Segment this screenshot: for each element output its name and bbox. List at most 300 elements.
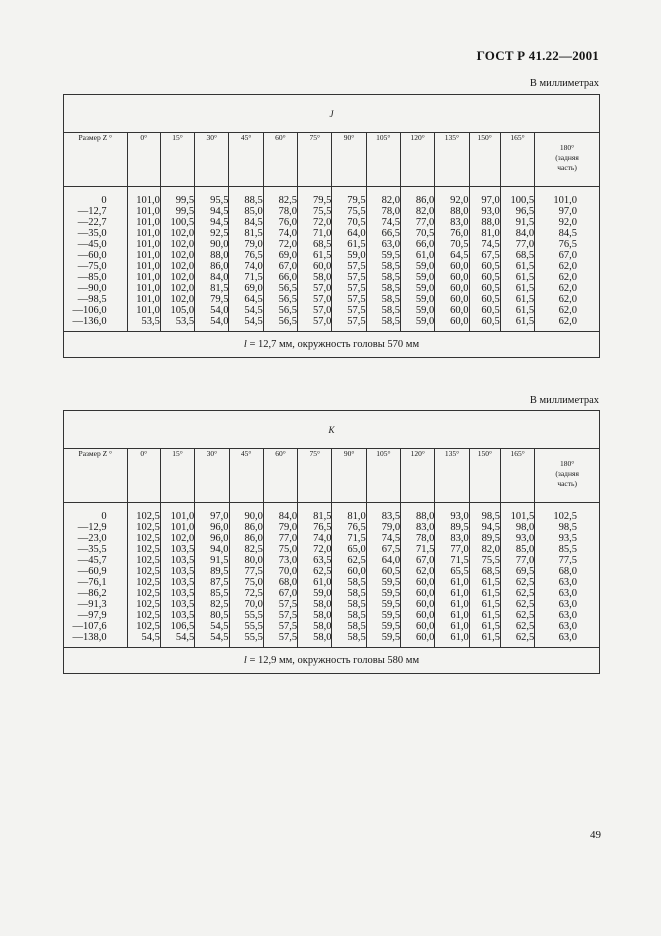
value-cell: 101,5 <box>500 503 534 523</box>
value-cell: 63,0 <box>535 599 600 610</box>
value-cell: 82,0 <box>400 206 434 217</box>
row-size-cell: —60,0 <box>64 250 128 261</box>
value-cell: 54,5 <box>229 305 263 316</box>
value-cell: 79,0 <box>263 522 297 533</box>
row-size-cell: 0 <box>64 187 128 207</box>
table-k <box>63 410 600 674</box>
value-cell: 58,5 <box>366 261 400 272</box>
column-header-angle: 135° <box>435 133 469 187</box>
value-cell: 77,0 <box>263 533 297 544</box>
value-cell: 78,0 <box>401 533 435 544</box>
row-size-cell: —35,5 <box>64 544 128 555</box>
value-cell: 55,5 <box>229 621 263 632</box>
value-cell: 89,5 <box>469 533 500 544</box>
value-cell: 54,5 <box>160 632 194 648</box>
value-cell: 103,5 <box>160 599 194 610</box>
column-header-size: Размер Z ° <box>64 133 128 187</box>
row-size-cell: —45,7 <box>64 555 128 566</box>
value-cell: 74,5 <box>366 217 400 228</box>
value-cell: 88,0 <box>469 217 500 228</box>
value-cell: 82,5 <box>229 544 263 555</box>
value-cell: 97,0 <box>469 187 500 207</box>
value-cell: 59,5 <box>366 632 400 648</box>
value-cell: 72,5 <box>229 588 263 599</box>
value-cell: 75,0 <box>229 577 263 588</box>
value-cell: 84,5 <box>229 217 263 228</box>
value-cell: 59,0 <box>332 250 366 261</box>
value-cell: 92,5 <box>195 228 229 239</box>
value-cell: 62,5 <box>500 577 534 588</box>
value-cell: 61,0 <box>435 621 469 632</box>
value-cell: 58,5 <box>332 632 366 648</box>
value-cell: 62,5 <box>500 588 534 599</box>
row-size-cell: —91,3 <box>64 599 128 610</box>
table-row <box>64 599 600 610</box>
table-row <box>64 533 600 544</box>
value-cell: 62,0 <box>535 283 600 294</box>
value-cell: 61,5 <box>500 283 534 294</box>
value-cell: 58,5 <box>366 283 400 294</box>
value-cell: 98,5 <box>469 503 500 523</box>
value-cell: 61,5 <box>469 610 500 621</box>
value-cell: 60,5 <box>366 566 400 577</box>
value-cell: 102,0 <box>160 283 194 294</box>
value-cell: 59,0 <box>400 272 434 283</box>
unit-label: В миллиметрах <box>529 78 599 89</box>
value-cell: 59,5 <box>366 599 400 610</box>
value-cell: 79,5 <box>298 187 332 207</box>
table-title-row <box>64 95 600 133</box>
value-cell: 57,5 <box>263 610 297 621</box>
value-cell: 102,5 <box>127 533 160 544</box>
value-cell: 76,5 <box>332 522 366 533</box>
value-cell: 94,5 <box>469 522 500 533</box>
value-cell: 83,0 <box>435 217 469 228</box>
value-cell: 102,5 <box>127 544 160 555</box>
value-cell: 72,0 <box>298 217 332 228</box>
value-cell: 93,0 <box>435 503 469 523</box>
row-size-cell: —45,0 <box>64 239 128 250</box>
column-header-angle: 150° <box>469 449 500 503</box>
value-cell: 84,0 <box>195 272 229 283</box>
value-cell: 57,5 <box>263 632 297 648</box>
value-cell: 63,0 <box>535 632 600 648</box>
value-cell: 102,5 <box>127 522 160 533</box>
value-cell: 96,0 <box>195 533 229 544</box>
value-cell: 62,5 <box>500 632 534 648</box>
value-cell: 74,0 <box>298 533 332 544</box>
value-cell: 70,5 <box>435 239 469 250</box>
value-cell: 80,5 <box>195 610 229 621</box>
value-cell: 85,5 <box>535 544 600 555</box>
value-cell: 55,5 <box>229 632 263 648</box>
value-cell: 63,0 <box>535 610 600 621</box>
value-cell: 73,0 <box>263 555 297 566</box>
value-cell: 102,0 <box>160 272 194 283</box>
value-cell: 59,5 <box>366 621 400 632</box>
value-cell: 77,0 <box>500 239 534 250</box>
table-row <box>64 544 600 555</box>
value-cell: 58,5 <box>332 610 366 621</box>
value-cell: 66,0 <box>400 239 434 250</box>
value-cell: 88,0 <box>435 206 469 217</box>
value-cell: 62,0 <box>535 261 600 272</box>
value-cell: 60,5 <box>469 305 500 316</box>
value-cell: 60,0 <box>401 599 435 610</box>
value-cell: 91,5 <box>500 217 534 228</box>
value-cell: 57,5 <box>332 316 366 332</box>
value-cell: 53,5 <box>127 316 160 332</box>
value-cell: 68,0 <box>535 566 600 577</box>
value-cell: 75,5 <box>469 555 500 566</box>
value-cell: 93,0 <box>500 533 534 544</box>
value-cell: 72,0 <box>263 239 297 250</box>
value-cell: 67,0 <box>401 555 435 566</box>
value-cell: 59,0 <box>298 588 332 599</box>
value-cell: 101,0 <box>127 261 160 272</box>
column-header-angle: 60° <box>263 133 297 187</box>
column-header-angle: 15° <box>160 133 194 187</box>
value-cell: 61,5 <box>469 577 500 588</box>
value-cell: 57,0 <box>298 283 332 294</box>
table-row <box>64 228 600 239</box>
value-cell: 96,0 <box>195 522 229 533</box>
value-cell: 68,5 <box>298 239 332 250</box>
value-cell: 79,5 <box>195 294 229 305</box>
column-header-row <box>64 449 600 503</box>
row-size-cell: —76,1 <box>64 577 128 588</box>
value-cell: 77,0 <box>500 555 534 566</box>
value-cell: 57,0 <box>298 294 332 305</box>
value-cell: 86,0 <box>195 261 229 272</box>
value-cell: 86,0 <box>229 533 263 544</box>
value-cell: 86,0 <box>400 187 434 207</box>
column-header-angle: 120° <box>401 449 435 503</box>
value-cell: 98,0 <box>500 522 534 533</box>
value-cell: 93,0 <box>469 206 500 217</box>
value-cell: 71,5 <box>332 533 366 544</box>
value-cell: 59,0 <box>400 305 434 316</box>
row-size-cell: 0 <box>64 503 128 523</box>
column-header-angle: 45° <box>229 133 263 187</box>
value-cell: 101,0 <box>127 272 160 283</box>
value-cell: 62,0 <box>535 305 600 316</box>
value-cell: 85,0 <box>500 544 534 555</box>
value-cell: 101,0 <box>160 503 194 523</box>
value-cell: 83,0 <box>435 533 469 544</box>
value-cell: 60,5 <box>469 272 500 283</box>
value-cell: 83,0 <box>401 522 435 533</box>
value-cell: 60,0 <box>298 261 332 272</box>
value-cell: 75,0 <box>263 544 297 555</box>
value-cell: 103,5 <box>160 555 194 566</box>
value-cell: 85,5 <box>195 588 229 599</box>
value-cell: 60,5 <box>469 294 500 305</box>
value-cell: 70,5 <box>400 228 434 239</box>
value-cell: 70,0 <box>229 599 263 610</box>
value-cell: 62,5 <box>500 599 534 610</box>
value-cell: 74,0 <box>263 228 297 239</box>
value-cell: 81,5 <box>195 283 229 294</box>
value-cell: 92,0 <box>435 187 469 207</box>
row-size-cell: —138,0 <box>64 632 128 648</box>
value-cell: 102,5 <box>535 503 600 523</box>
value-cell: 61,5 <box>298 250 332 261</box>
value-cell: 61,0 <box>435 588 469 599</box>
value-cell: 101,0 <box>127 305 160 316</box>
footer-text: = 12,7 мм, окружность головы 570 мм <box>246 339 420 350</box>
value-cell: 58,5 <box>332 621 366 632</box>
value-cell: 87,5 <box>195 577 229 588</box>
value-cell: 68,0 <box>263 577 297 588</box>
value-cell: 88,0 <box>195 250 229 261</box>
value-cell: 60,0 <box>435 305 469 316</box>
column-header-row <box>64 133 600 187</box>
value-cell: 61,0 <box>435 599 469 610</box>
table-row <box>64 261 600 272</box>
value-cell: 61,5 <box>500 294 534 305</box>
value-cell: 82,0 <box>366 187 400 207</box>
value-cell: 59,5 <box>366 588 400 599</box>
value-cell: 83,5 <box>366 503 400 523</box>
column-header-angle: 120° <box>400 133 434 187</box>
value-cell: 76,0 <box>263 217 297 228</box>
column-header-angle: 90° <box>332 133 366 187</box>
column-header-angle: 15° <box>160 449 194 503</box>
value-cell: 88,5 <box>229 187 263 207</box>
table-row <box>64 187 600 207</box>
row-size-cell: —86,2 <box>64 588 128 599</box>
value-cell: 102,5 <box>127 610 160 621</box>
value-cell: 67,0 <box>535 250 600 261</box>
value-cell: 60,0 <box>435 283 469 294</box>
value-cell: 61,5 <box>500 316 534 332</box>
value-cell: 64,5 <box>229 294 263 305</box>
table-row <box>64 305 600 316</box>
value-cell: 61,0 <box>435 610 469 621</box>
value-cell: 96,5 <box>500 206 534 217</box>
table-footer <box>64 332 600 358</box>
value-cell: 60,0 <box>401 632 435 648</box>
value-cell: 58,5 <box>332 588 366 599</box>
column-header-angle: 0° <box>127 133 160 187</box>
value-cell: 59,0 <box>400 316 434 332</box>
value-cell: 80,0 <box>229 555 263 566</box>
value-cell: 56,5 <box>263 305 297 316</box>
value-cell: 102,0 <box>160 294 194 305</box>
value-cell: 102,0 <box>160 533 194 544</box>
value-cell: 102,5 <box>127 555 160 566</box>
table-row <box>64 316 600 332</box>
value-cell: 53,5 <box>160 316 194 332</box>
table-j <box>63 94 600 358</box>
column-header-angle: 30° <box>195 133 229 187</box>
value-cell: 103,5 <box>160 610 194 621</box>
value-cell: 77,0 <box>435 544 469 555</box>
value-cell: 89,5 <box>435 522 469 533</box>
table-row <box>64 555 600 566</box>
value-cell: 62,0 <box>401 566 435 577</box>
value-cell: 100,5 <box>500 187 534 207</box>
value-cell: 79,5 <box>332 187 366 207</box>
value-cell: 57,5 <box>263 621 297 632</box>
value-cell: 71,5 <box>229 272 263 283</box>
unit-label: В миллиметрах <box>529 395 599 406</box>
value-cell: 57,5 <box>332 283 366 294</box>
value-cell: 58,0 <box>298 632 332 648</box>
value-cell: 59,5 <box>366 610 400 621</box>
column-header-angle: 75° <box>298 449 332 503</box>
value-cell: 74,5 <box>366 533 400 544</box>
value-cell: 58,5 <box>332 577 366 588</box>
value-cell: 62,0 <box>535 272 600 283</box>
value-cell: 63,0 <box>366 239 400 250</box>
value-cell: 78,0 <box>366 206 400 217</box>
value-cell: 61,5 <box>500 272 534 283</box>
value-cell: 67,0 <box>263 588 297 599</box>
value-cell: 63,0 <box>535 588 600 599</box>
value-cell: 101,0 <box>127 283 160 294</box>
table-row <box>64 577 600 588</box>
column-header-angle: 105° <box>366 133 400 187</box>
table-footer-row <box>64 332 600 358</box>
value-cell: 58,5 <box>366 272 400 283</box>
value-cell: 77,0 <box>400 217 434 228</box>
value-cell: 67,0 <box>263 261 297 272</box>
value-cell: 62,5 <box>332 555 366 566</box>
table-row <box>64 283 600 294</box>
value-cell: 71,5 <box>401 544 435 555</box>
value-cell: 60,0 <box>332 566 366 577</box>
row-size-cell: —107,6 <box>64 621 128 632</box>
table-title: K <box>64 411 600 449</box>
table-row <box>64 294 600 305</box>
value-cell: 84,0 <box>500 228 534 239</box>
value-cell: 62,0 <box>535 294 600 305</box>
value-cell: 101,0 <box>127 228 160 239</box>
value-cell: 102,5 <box>127 566 160 577</box>
table-row <box>64 522 600 533</box>
value-cell: 62,5 <box>500 621 534 632</box>
value-cell: 61,5 <box>500 305 534 316</box>
value-cell: 98,5 <box>535 522 600 533</box>
value-cell: 63,5 <box>298 555 332 566</box>
column-header-angle: 135° <box>435 449 469 503</box>
value-cell: 57,5 <box>332 305 366 316</box>
value-cell: 61,5 <box>469 632 500 648</box>
value-cell: 103,5 <box>160 577 194 588</box>
value-cell: 70,5 <box>332 217 366 228</box>
value-cell: 75,5 <box>298 206 332 217</box>
value-cell: 57,5 <box>332 294 366 305</box>
value-cell: 84,5 <box>535 228 600 239</box>
row-size-cell: —22,7 <box>64 217 128 228</box>
value-cell: 103,5 <box>160 588 194 599</box>
column-header-angle: 90° <box>332 449 366 503</box>
value-cell: 58,0 <box>298 610 332 621</box>
value-cell: 60,5 <box>469 316 500 332</box>
row-size-cell: —75,0 <box>64 261 128 272</box>
value-cell: 57,0 <box>298 316 332 332</box>
value-cell: 90,0 <box>229 503 263 523</box>
value-cell: 102,5 <box>127 621 160 632</box>
column-header-angle: 45° <box>229 449 263 503</box>
value-cell: 62,5 <box>500 610 534 621</box>
value-cell: 70,0 <box>263 566 297 577</box>
value-cell: 85,0 <box>229 206 263 217</box>
table-row <box>64 250 600 261</box>
value-cell: 54,5 <box>195 632 229 648</box>
value-cell: 61,5 <box>469 599 500 610</box>
value-cell: 102,0 <box>160 239 194 250</box>
column-header-angle: 150° <box>469 133 500 187</box>
value-cell: 60,0 <box>401 610 435 621</box>
value-cell: 71,0 <box>298 228 332 239</box>
value-cell: 58,5 <box>332 599 366 610</box>
value-cell: 81,5 <box>298 503 332 523</box>
value-cell: 77,5 <box>535 555 600 566</box>
value-cell: 89,5 <box>195 566 229 577</box>
column-header-angle: 75° <box>298 133 332 187</box>
row-size-cell: —60,9 <box>64 566 128 577</box>
value-cell: 101,0 <box>127 206 160 217</box>
table-row <box>64 206 600 217</box>
table-row <box>64 632 600 648</box>
row-size-cell: —35,0 <box>64 228 128 239</box>
table-row <box>64 503 600 523</box>
value-cell: 99,5 <box>160 206 194 217</box>
value-cell: 99,5 <box>160 187 194 207</box>
value-cell: 86,0 <box>229 522 263 533</box>
value-cell: 69,0 <box>263 250 297 261</box>
column-header-angle: 60° <box>263 449 297 503</box>
value-cell: 81,5 <box>229 228 263 239</box>
value-cell: 76,5 <box>298 522 332 533</box>
value-cell: 65,5 <box>435 566 469 577</box>
table-row <box>64 588 600 599</box>
value-cell: 82,5 <box>195 599 229 610</box>
value-cell: 61,0 <box>435 632 469 648</box>
row-size-cell: —85,0 <box>64 272 128 283</box>
value-cell: 61,5 <box>500 261 534 272</box>
value-cell: 105,0 <box>160 305 194 316</box>
column-header-size: Размер Z ° <box>64 449 128 503</box>
value-cell: 58,0 <box>298 621 332 632</box>
value-cell: 101,0 <box>535 187 600 207</box>
value-cell: 56,5 <box>263 283 297 294</box>
value-cell: 66,0 <box>263 272 297 283</box>
column-header-angle: 165° <box>500 449 534 503</box>
value-cell: 102,0 <box>160 261 194 272</box>
value-cell: 68,5 <box>469 566 500 577</box>
value-cell: 93,5 <box>535 533 600 544</box>
value-cell: 57,5 <box>332 261 366 272</box>
value-cell: 79,0 <box>229 239 263 250</box>
value-cell: 59,5 <box>366 577 400 588</box>
table-title: J <box>64 95 600 133</box>
row-size-cell: —90,0 <box>64 283 128 294</box>
table-row <box>64 239 600 250</box>
value-cell: 94,0 <box>195 544 229 555</box>
value-cell: 54,5 <box>127 632 160 648</box>
value-cell: 90,0 <box>195 239 229 250</box>
value-cell: 58,5 <box>366 305 400 316</box>
value-cell: 88,0 <box>401 503 435 523</box>
value-cell: 59,0 <box>400 294 434 305</box>
column-header-angle: 0° <box>127 449 160 503</box>
value-cell: 61,0 <box>298 577 332 588</box>
table-footer <box>64 648 600 674</box>
